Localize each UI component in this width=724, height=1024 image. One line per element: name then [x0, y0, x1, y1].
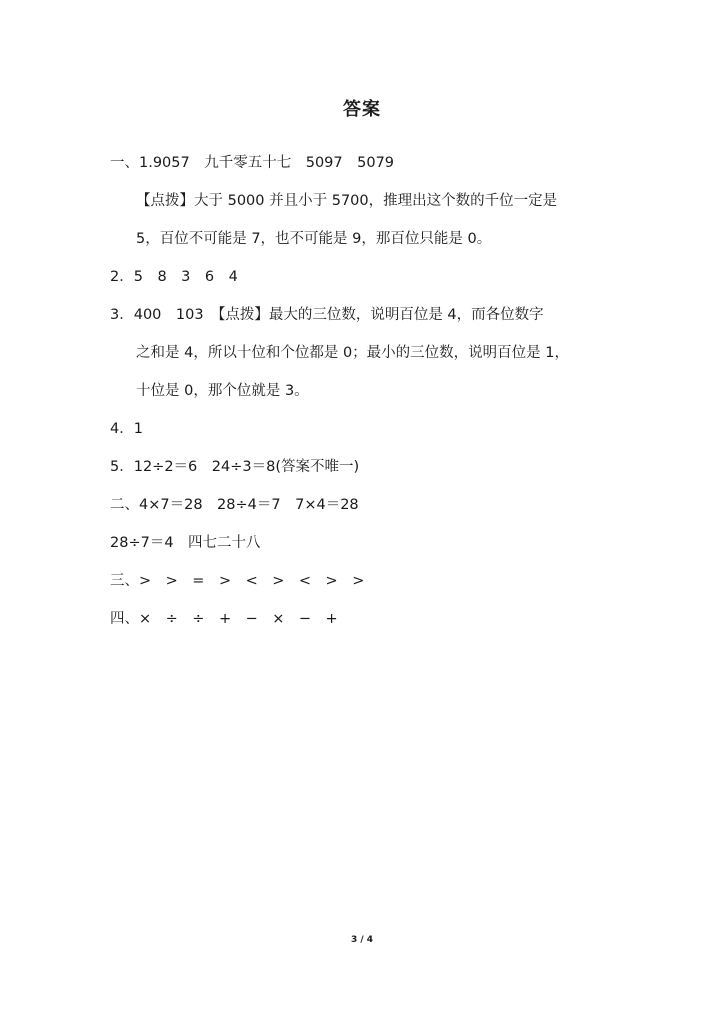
answer-section-2b: 28÷7＝4 四七二十八 [110, 535, 261, 551]
answer-hint-1b: 5，百位不可能是 7，也不可能是 9，那百位只能是 0。 [136, 231, 492, 247]
answer-line-2: 2．5 8 3 6 4 [110, 269, 238, 285]
answer-section-2: 二、4×7＝28 28÷4＝7 7×4＝28 [110, 497, 359, 513]
answer-line-4: 4．1 [110, 421, 143, 437]
page-title: 答案 [343, 99, 381, 120]
answer-line-5: 5．12÷2＝6 24÷3＝8(答案不唯一) [110, 459, 360, 475]
answer-line-1: 一、1.9057 九千零五十七 5097 5079 [110, 155, 395, 171]
answer-hint-3a: 之和是 4，所以十位和个位都是 0；最小的三位数，说明百位是 1， [136, 345, 570, 361]
answer-line-3: 3．400 103 【点拨】最大的三位数，说明百位是 4，而各位数字 [110, 307, 544, 323]
answer-section-3: 三、> > = > < > < > > [110, 573, 365, 589]
answer-hint-3b: 十位是 0，那个位就是 3。 [136, 383, 309, 399]
answer-hint-1a: 【点拨】大于 5000 并且小于 5700，推理出这个数的千位一定是 [136, 193, 558, 209]
answer-section-4: 四、× ÷ ÷ + − × − + [110, 611, 338, 627]
page-number: 3 / 4 [350, 935, 374, 945]
